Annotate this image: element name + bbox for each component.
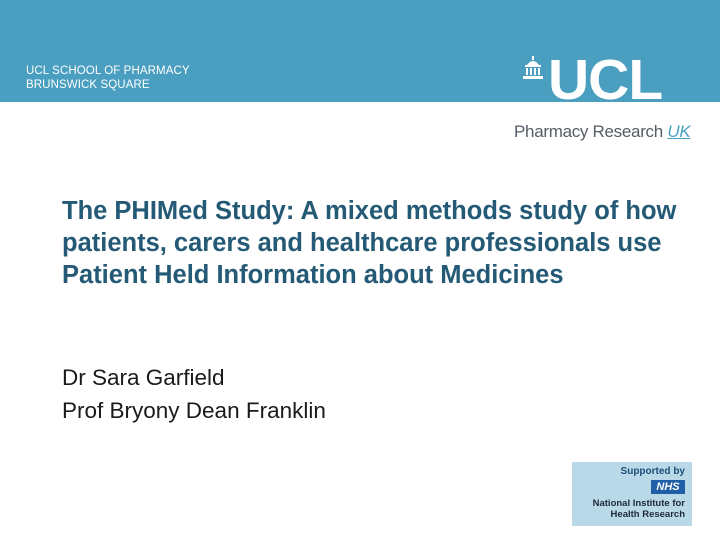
ucl-logo [518,48,688,112]
nhs-logo: NHS [651,480,685,494]
nihr-name-line-2: Health Research [610,509,685,520]
nihr-supported-by: Supported by [620,466,685,477]
nihr-name-line-1: National Institute for [592,498,685,509]
pharmacy-research-uk-logo [514,122,690,142]
pharmacy-research-uk-text: UK [667,122,691,141]
school-line-2: BRUNSWICK SQUARE [26,79,150,91]
portico-icon [522,56,544,80]
author-list [62,361,326,427]
school-line-1: UCL SCHOOL OF PHARMACY [26,65,190,77]
slide-title: The PHIMed Study: A mixed methods study of how patients, carers and healthcare professionals use Patient Held Information about Medicines [62,197,677,289]
nihr-name [593,498,685,520]
ucl-wordmark: UCL [548,48,663,112]
author-name: Prof Bryony Dean Franklin [62,398,326,423]
header-banner [0,0,720,112]
school-name [26,64,190,92]
author-name: Dr Sara Garfield [62,365,225,390]
pharmacy-research-text: Pharmacy Research [514,122,663,141]
nihr-badge [572,462,692,526]
